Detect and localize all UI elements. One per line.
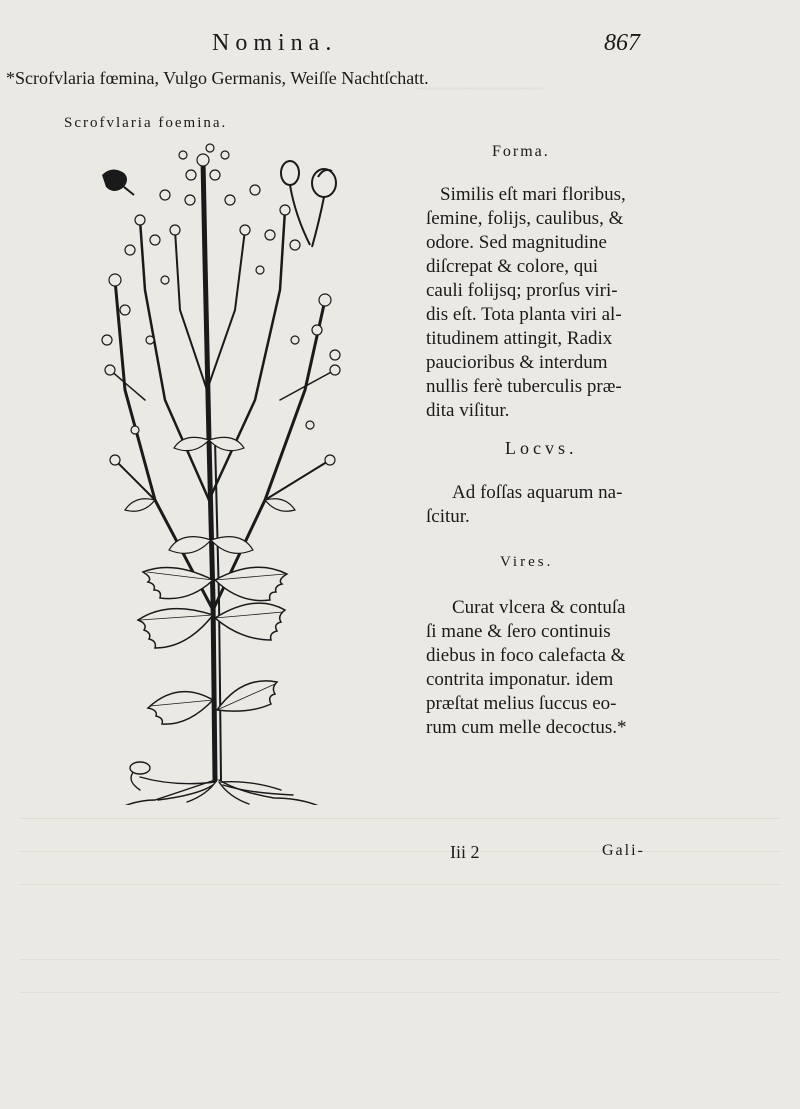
signature-mark: Iii 2 bbox=[450, 842, 480, 862]
text-line: rum cum melle decoctus.* bbox=[426, 717, 627, 738]
text-line: odore. Sed magnitudine bbox=[426, 232, 607, 253]
text-line: Curat vlcera & contuſa bbox=[452, 597, 626, 618]
text-line: titudinem attingit, Radix bbox=[426, 328, 613, 349]
text-line: ſemine, folijs, caulibus, & bbox=[426, 208, 624, 229]
page-number: 867 bbox=[604, 30, 640, 56]
section-heading-forma: Forma. bbox=[492, 143, 550, 160]
flower-detail-illustration bbox=[98, 165, 138, 200]
text-line: Similis eſt mari floribus, bbox=[440, 184, 626, 205]
section-heading-vires: Vires. bbox=[500, 554, 554, 570]
text-line: dita viſitur. bbox=[426, 400, 510, 421]
text-line: ſi mane & ſero continuis bbox=[426, 621, 611, 642]
text-line: Ad foſſas aquarum na- bbox=[452, 482, 623, 503]
show-through-bleed bbox=[20, 800, 780, 1025]
text-line: diſcrepat & colore, qui bbox=[426, 256, 598, 277]
show-through-bleed: ~~~~~~~~~~~~~~~~~ bbox=[415, 82, 544, 97]
text-line: contrita imponatur. idem bbox=[426, 669, 614, 690]
text-line: paucioribus & interdum bbox=[426, 352, 608, 373]
plant-names-line: *Scrofvlaria fœmina, Vulgo Germanis, Weiſſe Nachtſchatt. bbox=[6, 68, 429, 88]
text-line: præſtat melius ſuccus eo- bbox=[426, 693, 617, 714]
catchword: Gali- bbox=[602, 842, 645, 859]
section-body-locus bbox=[426, 481, 622, 529]
running-title: Nomina. bbox=[212, 30, 338, 56]
section-body-vires bbox=[426, 596, 627, 740]
text-line: dis eſt. Tota planta viri al- bbox=[426, 304, 622, 325]
section-body-forma bbox=[426, 183, 626, 423]
text-line: diebus in foco calefacta & bbox=[426, 645, 626, 666]
text-line: ſcitur. bbox=[426, 506, 470, 527]
text-line: nullis ferè tuberculis præ- bbox=[426, 376, 622, 397]
section-heading-locus: Locvs. bbox=[505, 438, 578, 458]
text-line: cauli folijsq; prorſus viri- bbox=[426, 280, 618, 301]
seed-capsule-illustration bbox=[278, 155, 348, 260]
figure-caption: Scrofvlaria foemina. bbox=[64, 115, 228, 131]
